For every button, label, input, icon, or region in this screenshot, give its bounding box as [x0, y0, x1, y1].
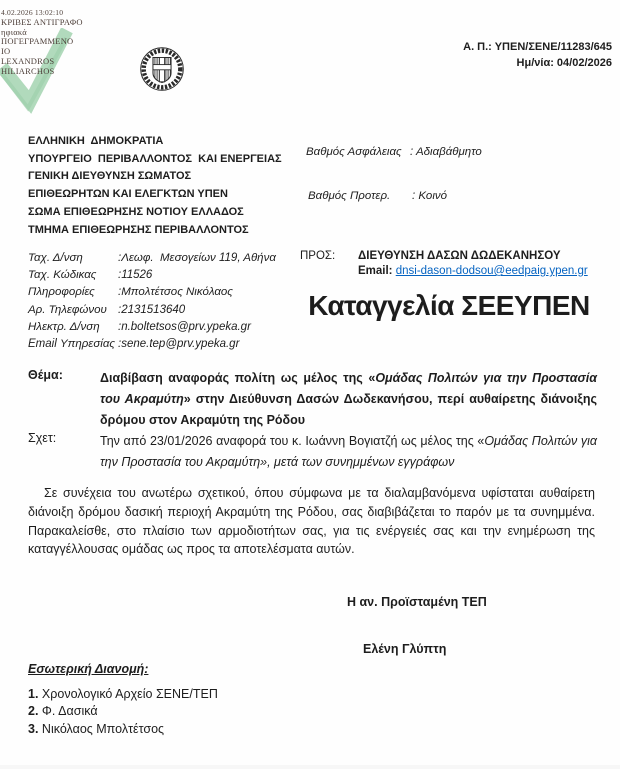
stamp-line: ΙΟ — [1, 46, 11, 57]
stamp-text — [1, 8, 83, 77]
contact-label: Αρ. Τηλεφώνου — [28, 303, 107, 316]
distribution-item-text: Φ. Δασικά — [41, 704, 98, 719]
security-value: : Αδιαβάθμητο — [410, 146, 482, 158]
distribution-item-text: Χρονολογικό Αρχείο ΣΕΝΕ/ΤΕΠ — [41, 687, 218, 701]
contact-label: Email Υπηρεσίας — [28, 338, 115, 351]
subject-text-part: » στην Διεύθυνση Δασών Δωδεκανήσου, περί αυθαίρετης διάνοιξης δρόμου στον Ακραμύτη της Ρόδου — [100, 392, 597, 427]
contact-row — [28, 250, 276, 267]
stamp-line: LEXANDROS — [1, 55, 55, 66]
distribution-item-number: 2. — [28, 704, 39, 719]
distribution-item — [28, 703, 218, 720]
distribution-item-text: Νικόλαος Μπολτέτσος — [41, 721, 165, 736]
related-label: Σχετ: — [28, 431, 57, 445]
subject-text-italic: Ομάδας Πολιτών για την Προστασία του Ακραμύτη — [100, 371, 597, 406]
related-text — [100, 431, 597, 473]
contact-label: Ηλεκτρ. Δ/νση — [28, 320, 100, 333]
contact-row — [28, 319, 276, 336]
contact-value: :Λεωφ. Μεσογείων 119, Αθήνα — [118, 252, 276, 264]
distribution-item — [28, 721, 218, 738]
contact-value: :Μπολτέτσος Νικόλαος — [118, 286, 233, 299]
distribution-item — [28, 686, 218, 703]
related-text-part: Την από 23/01/2026 αναφορά του κ. Ιωάννη Βογιατζή ως μέλος της « — [100, 434, 485, 448]
email-label: Email: — [358, 265, 396, 277]
contact-value: :2131513640 — [118, 303, 186, 316]
ministry-line: ΣΩΜΑ ΕΠΙΘΕΩΡΗΣΗΣ ΝΟΤΙΟΥ ΕΛΛΑΔΟΣ — [28, 205, 244, 218]
distribution-item-number: 3. — [28, 721, 39, 736]
ministry-line: ΥΠΟΥΡΓΕΙΟ ΠΕΡΙΒΑΛΛΟΝΤΟΣ ΚΑΙ ΕΝΕΡΓΕΙΑΣ — [28, 152, 282, 165]
contact-value: :sene.tep@prv.ypeka.gr — [118, 338, 240, 351]
subject-text — [100, 368, 597, 431]
stamp-timestamp: 4.02.2026 13:02:10 — [1, 8, 64, 17]
ministry-header — [28, 133, 282, 239]
contact-label: Ταχ. Δ/νση — [28, 252, 83, 264]
protocol-number: Α. Π.: ΥΠΕΝ/ΣΕΝΕ/11283/645 — [463, 41, 612, 53]
priority-value: : Κοινό — [412, 190, 448, 202]
ministry-line: ΓΕΝΙΚΗ ΔΙΕΥΘΥΝΣΗ ΣΩΜΑΤΟΣ — [28, 170, 192, 183]
priority-label: Βαθμός Προτερ. — [308, 190, 391, 202]
ministry-line: ΕΠΙΘΕΩΡΗΤΩΝ ΚΑΙ ΕΛΕΓΚΤΩΝ ΥΠΕΝ — [28, 188, 228, 201]
greek-emblem-icon — [139, 46, 185, 97]
document-title: Καταγγελία ΣΕΕΥΠΕΝ — [308, 290, 590, 321]
contact-label: Ταχ. Κώδικας — [28, 269, 97, 282]
stamp-line: ΚΡΙΒΕΣ ΑΝΤΙΓΡΑΦΟ — [1, 16, 83, 27]
recipient-block — [300, 250, 588, 277]
ministry-line: ΕΛΛΗΝΙΚΗ ΔΗΜΟΚΡΑΤΙΑ — [28, 135, 164, 147]
to-label: ΠΡΟΣ: — [300, 250, 336, 262]
body-paragraph: Σε συνέχεια του ανωτέρω σχετικού, όπου σύμφωνα με τα διαλαμβανόμενα υφίσταται αυθαίρετη διάνοιξη δρόμου δασική περιοχή Ακραμύτη της Ρόδου, σας διαβιβάζεται το παρόν με τα συνημμένα. Παρακαλείσθε, στο πλαίσιο των αρμοδιοτήτων σας, για τις ενέργειές σας και την ενημέρωση της καταγγέλλουσας ομάδας ως προς τα αποτελέσματα αυτών. — [28, 486, 595, 557]
contact-row — [28, 267, 276, 284]
stamp-line: ΠΟΓΕΓΡΑΜΜΕΝΟ — [1, 36, 74, 47]
contact-row — [28, 336, 276, 353]
protocol-date: Ημ/νία: 04/02/2026 — [516, 56, 612, 69]
contact-row — [28, 284, 276, 301]
signature-name: Ελένη Γλύπτη — [363, 642, 447, 656]
internal-distribution-heading: Εσωτερική Διανομή: — [28, 662, 149, 676]
protocol-block — [370, 40, 612, 71]
contact-label: Πληροφορίες — [28, 286, 95, 299]
subject-label: Θέμα: — [28, 368, 63, 382]
security-label: Βαθμός Ασφάλειας — [306, 146, 402, 158]
security-class-row — [306, 146, 482, 158]
stamp-line: HILIARCHOS — [1, 65, 55, 76]
recipient-email-link[interactable]: dnsi-dason-dodsou@eedpaig.ypen.gr — [395, 265, 588, 277]
contact-info — [28, 250, 276, 353]
distribution-item-number: 1. — [28, 687, 39, 701]
contact-value: :n.boltetsos@prv.ypeka.gr — [118, 320, 251, 333]
contact-row — [28, 302, 276, 319]
contact-value: :11526 — [118, 269, 153, 282]
ministry-line: ΤΜΗΜΑ ΕΠΙΘΕΩΡΗΣΗΣ ΠΕΡΙΒΑΛΛΟΝΤΟΣ — [28, 223, 249, 236]
related-text-italic: Ομάδας Πολιτών για την Προστασία του Ακραμύτη», μετά των συνημμένων εγγράφων — [100, 434, 597, 469]
signature-role: Η αν. Προϊσταμένη ΤΕΠ — [347, 595, 487, 609]
priority-row — [308, 190, 447, 202]
distribution-list — [28, 686, 218, 738]
stamp-line: ηφιακά — [1, 26, 27, 37]
recipient-name: ΔΙΕΥΘΥΝΣΗ ΔΑΣΩΝ ΔΩΔΕΚΑΝΗΣΟΥ — [358, 250, 561, 262]
subject-text-part: Διαβίβαση αναφοράς πολίτη ως μέλος της « — [100, 371, 376, 385]
